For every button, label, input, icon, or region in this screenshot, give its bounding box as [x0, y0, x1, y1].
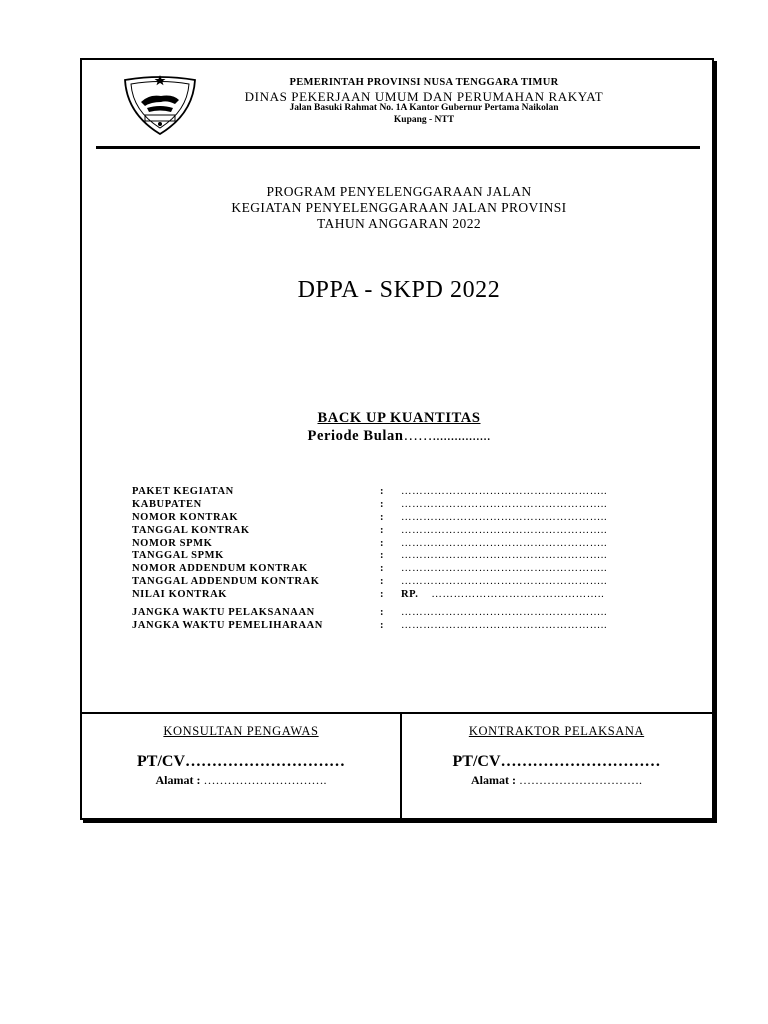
- field-row: [132, 563, 652, 576]
- address-label: Alamat :: [155, 773, 201, 787]
- field-value: ………………………………………………..: [401, 511, 608, 523]
- period-value: ……................: [403, 428, 491, 444]
- contract-fields: [132, 486, 652, 633]
- program-name: PROGRAM PENYELENGGARAAN JALAN: [266, 184, 532, 199]
- header-department: DINAS PEKERJAAN UMUM DAN PERUMAHAN RAKYAT: [244, 89, 604, 104]
- period-line: [82, 428, 716, 445]
- contractor-company: PT/CV…………………………: [452, 753, 661, 770]
- field-value: ………………………………………………..: [401, 486, 608, 497]
- supervisor-consultant-block: [82, 714, 400, 788]
- field-label: PAKET KEGIATAN: [132, 486, 234, 497]
- field-row: [132, 576, 652, 589]
- field-value: ………………………………………………..: [401, 607, 608, 619]
- field-row: [132, 512, 652, 525]
- field-value: ………………………………………………..: [401, 620, 608, 632]
- address-value: ………………………….: [203, 773, 327, 787]
- field-separator: :: [380, 563, 385, 575]
- field-value: [401, 589, 604, 600]
- field-label: JANGKA WAKTU PELAKSANAAN: [132, 607, 315, 619]
- field-separator: :: [380, 607, 385, 619]
- field-value: ………………………………………………..: [401, 563, 608, 575]
- field-row: [132, 499, 652, 512]
- field-row: [132, 589, 652, 607]
- period-label: Periode Bulan: [307, 428, 404, 444]
- field-separator: :: [380, 498, 385, 510]
- field-value-dots: ………………………………………..: [431, 589, 605, 601]
- field-value: ………………………………………………..: [401, 550, 608, 562]
- field-label: KABUPATEN: [132, 498, 202, 510]
- field-value: ………………………………………………..: [401, 576, 608, 588]
- field-row: [132, 538, 652, 551]
- field-separator: :: [380, 589, 385, 601]
- supervisor-company: PT/CV…………………………: [137, 753, 345, 770]
- contractor-block: [401, 714, 712, 788]
- field-label: NOMOR KONTRAK: [132, 511, 239, 523]
- signature-section: [82, 712, 712, 818]
- field-separator: :: [380, 537, 385, 549]
- field-label: NILAI KONTRAK: [132, 589, 228, 601]
- field-row: [132, 620, 652, 633]
- field-separator: :: [380, 550, 385, 562]
- field-row: [132, 486, 652, 499]
- supervisor-title: KONSULTAN PENGAWAS: [163, 724, 319, 738]
- field-separator: :: [380, 511, 385, 523]
- field-value: ………………………………………………..: [401, 498, 608, 510]
- budget-year: TAHUN ANGGARAN 2022: [316, 216, 482, 231]
- currency-prefix: RP.: [401, 589, 419, 601]
- field-value: ………………………………………………..: [401, 537, 608, 549]
- address-label: Alamat :: [471, 773, 516, 787]
- activity-name: KEGIATAN PENYELENGGARAAN JALAN PROVINSI: [231, 200, 567, 215]
- address-value: ………………………….: [519, 773, 642, 787]
- document-frame: [80, 58, 714, 820]
- document-subtitle: BACK UP KUANTITAS: [317, 410, 481, 426]
- field-label: TANGGAL ADDENDUM KONTRAK: [132, 576, 320, 588]
- header-city: Kupang - NTT: [393, 115, 455, 125]
- header-government: PEMERINTAH PROVINSI NUSA TENGGARA TIMUR: [289, 77, 559, 88]
- header-divider: [96, 146, 700, 149]
- field-row: [132, 550, 652, 563]
- field-label: NOMOR SPMK: [132, 537, 213, 549]
- supervisor-address: [82, 773, 400, 788]
- field-label: NOMOR ADDENDUM KONTRAK: [132, 563, 308, 575]
- document-title: DPPA - SKPD 2022: [297, 277, 501, 303]
- field-separator: :: [380, 576, 385, 588]
- field-value: ………………………………………………..: [401, 524, 608, 536]
- field-label: TANGGAL SPMK: [132, 550, 224, 562]
- field-row: [132, 525, 652, 538]
- contractor-address: [401, 773, 712, 788]
- header-address: Jalan Basuki Rahmat No. 1A Kantor Gubernur Pertama Naikolan: [289, 103, 559, 113]
- field-row: [132, 607, 652, 620]
- field-separator: :: [380, 620, 385, 632]
- field-separator: :: [380, 524, 385, 536]
- field-separator: :: [380, 486, 385, 497]
- field-label: JANGKA WAKTU PEMELIHARAAN: [132, 620, 323, 632]
- contractor-title: KONTRAKTOR PELAKSANA: [468, 724, 645, 738]
- field-label: TANGGAL KONTRAK: [132, 524, 250, 536]
